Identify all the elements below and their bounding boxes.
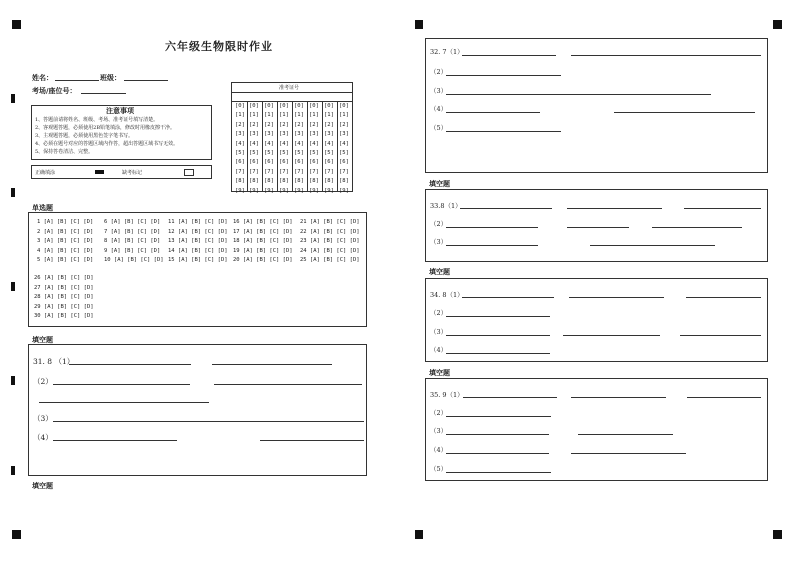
exam-id-bubble[interactable]: [4] (294, 140, 304, 147)
choice-question-row[interactable]: 25 [A] [B] [C] [D] (300, 257, 360, 263)
q33-head: 33.8（1） (430, 202, 462, 210)
exam-id-header (232, 83, 352, 93)
q34-blank-3b[interactable] (563, 335, 660, 336)
exam-id-bubble[interactable]: [2] (294, 121, 304, 128)
q32-head: 32. 7（1） (430, 48, 464, 56)
exam-id-bubble[interactable]: [2] (235, 121, 245, 128)
choice-question-row[interactable]: 9 [A] [B] [C] [D] (104, 247, 161, 254)
exam-id-bubble[interactable]: [0] (279, 103, 289, 109)
exam-id-bubble[interactable]: [4] (279, 140, 289, 147)
exam-id-bubble[interactable]: [8] (264, 178, 274, 185)
q31-blank-2c[interactable] (39, 402, 209, 403)
single-choice-box (28, 212, 367, 327)
fill-blank-label-34: 填空题 (429, 268, 450, 276)
exam-id-bubble[interactable]: [3] (249, 131, 259, 138)
exam-id-bubble[interactable]: [2] (264, 121, 274, 128)
exam-id-bubble[interactable]: [0] (309, 103, 319, 109)
choice-question-row[interactable]: 22 [A] [B] [C] [D] (300, 228, 360, 235)
q32-box (425, 38, 768, 173)
exam-id-title: 准考证号 (279, 85, 300, 91)
exam-id-bubble[interactable]: [9] (249, 187, 259, 194)
fill-blank-label-33: 填空题 (429, 180, 450, 188)
legend-box (31, 165, 212, 179)
exam-seat-label: 考场/座位号： (32, 87, 77, 95)
q31-part-2: （2） (33, 377, 53, 386)
q34-part-4: （4） (430, 346, 448, 354)
q35-part-2: （2） (430, 409, 448, 417)
q31-blank-2a[interactable] (53, 384, 190, 385)
choice-question-row[interactable]: 10 [A] [B] [C] [D] (104, 257, 164, 263)
choice-question-row[interactable]: 24 [A] [B] [C] [D] (300, 247, 360, 254)
class-label: 班级： (100, 74, 121, 82)
q32-part-4: （4） (430, 105, 448, 113)
q35-part-4: （4） (430, 446, 448, 454)
fill-blank-label-31: 填空题 (32, 336, 53, 344)
single-choice-label: 单选题 (32, 204, 53, 212)
exam-id-bubble[interactable]: [6] (264, 159, 274, 166)
exam-id-column (322, 102, 334, 194)
q34-blank-1c[interactable] (686, 297, 761, 298)
notice-item-3: 3、主观题答题，必须使用黑色签字笔书写。 (35, 133, 134, 139)
notice-title: 注意事项 (106, 106, 134, 115)
exam-id-bubble[interactable]: [8] (309, 178, 319, 185)
exam-id-bubble[interactable]: [6] (279, 159, 289, 166)
q33-blank-2c[interactable] (652, 227, 742, 228)
exam-id-bubble[interactable]: [3] (294, 131, 304, 138)
q33-box (425, 189, 768, 262)
fill-blank-label-next: 填空题 (32, 482, 53, 490)
choice-question-row[interactable]: 8 [A] [B] [C] [D] (104, 238, 161, 244)
choice-question-row[interactable]: 23 [A] [B] [C] [D] (300, 238, 360, 244)
exam-id-bubble[interactable]: [9] (264, 187, 274, 194)
choice-question-row[interactable]: 30 [A] [B] [C] [D] (34, 313, 94, 319)
exam-id-column (277, 102, 289, 194)
exam-id-column (247, 102, 259, 194)
q34-part-2: （2） (430, 309, 448, 317)
exam-id-bubble[interactable]: [7] (249, 168, 259, 175)
name-field[interactable] (55, 80, 99, 81)
exam-id-column (307, 102, 319, 194)
exam-id-bubble[interactable]: [5] (294, 150, 304, 157)
exam-id-bubble[interactable]: [0] (339, 103, 349, 109)
choice-question-row[interactable]: 4 [A] [B] [C] [D] (37, 247, 94, 254)
exam-id-bubble[interactable]: [5] (324, 150, 334, 157)
exam-id-bubble[interactable]: [6] (339, 159, 349, 166)
exam-id-bubble[interactable]: [2] (249, 121, 259, 128)
q33-part-3: （3） (430, 238, 448, 246)
exam-id-bubble[interactable]: [3] (264, 131, 274, 138)
fill-blank-label-35: 填空题 (429, 369, 450, 377)
exam-id-bubble[interactable]: [0] (235, 103, 245, 109)
choice-question-row[interactable]: 18 [A] [B] [C] [D] (233, 238, 293, 244)
q35-blank-4a[interactable] (446, 453, 549, 454)
q35-blank-3b[interactable] (578, 434, 673, 435)
exam-id-bubble[interactable]: [4] (264, 140, 274, 147)
choice-question-row[interactable]: 21 [A] [B] [C] [D] (300, 219, 360, 225)
exam-id-column (235, 102, 245, 196)
registration-mark-bottom-left (12, 530, 21, 539)
exam-id-bubble[interactable]: [2] (324, 121, 334, 128)
q32-blank-3[interactable] (446, 94, 711, 95)
exam-id-bubble[interactable]: [0] (264, 103, 274, 109)
exam-id-column (262, 102, 274, 194)
q32-part-3: （3） (430, 87, 448, 95)
choice-question-row[interactable]: 5 [A] [B] [C] [D] (37, 257, 94, 263)
exam-id-bubble[interactable]: [1] (235, 112, 245, 119)
exam-id-bubble[interactable]: [5] (279, 150, 289, 157)
q34-blank-1b[interactable] (569, 297, 664, 298)
q31-blank-2b[interactable] (214, 384, 362, 385)
exam-id-bubble[interactable]: [9] (339, 187, 349, 194)
exam-id-bubble[interactable]: [8] (235, 178, 245, 185)
legend-filled-mark-icon (95, 170, 104, 174)
exam-id-column (292, 102, 304, 194)
exam-id-bubble[interactable]: [8] (339, 178, 349, 185)
q31-blank-4b[interactable] (260, 440, 364, 441)
exam-id-bubble[interactable]: [1] (249, 112, 259, 119)
exam-id-bubble[interactable]: [3] (309, 131, 319, 138)
exam-id-bubble[interactable]: [9] (235, 187, 245, 194)
exam-id-bubble[interactable]: [7] (294, 168, 304, 175)
exam-id-bubble[interactable]: [9] (294, 187, 304, 194)
exam-id-bubble[interactable]: [5] (339, 150, 349, 157)
q35-blank-1c[interactable] (687, 397, 761, 398)
timing-mark (11, 466, 15, 475)
q35-blank-5[interactable] (446, 472, 551, 473)
exam-id-bubble[interactable]: [6] (294, 159, 304, 166)
q35-blank-1a[interactable] (463, 397, 557, 398)
notice-item-1: 1、答题前请将姓名、班级、考场、准考证号填写清楚。 (35, 117, 159, 123)
registration-mark-bottom-center (415, 530, 423, 539)
registration-mark-top-right (773, 20, 782, 29)
exam-id-bubble[interactable]: [8] (279, 178, 289, 185)
notice-item-5: 5、保持答卷清洁、完整。 (35, 149, 94, 155)
exam-id-box (231, 82, 353, 192)
exam-id-bubble[interactable]: [4] (309, 140, 319, 147)
exam-id-bubble[interactable]: [3] (235, 131, 245, 138)
q35-part-3: （3） (430, 427, 448, 435)
choice-question-row[interactable]: 14 [A] [B] [C] [D] (168, 247, 228, 254)
exam-id-bubble[interactable]: [1] (279, 112, 289, 119)
exam-id-bubble[interactable]: [4] (249, 140, 259, 147)
exam-id-bubble[interactable]: [0] (324, 103, 334, 109)
timing-mark (11, 376, 15, 385)
choice-question-row[interactable]: 17 [A] [B] [C] [D] (233, 228, 293, 235)
q35-blank-1b[interactable] (571, 397, 666, 398)
choice-question-row[interactable]: 16 [A] [B] [C] [D] (233, 219, 293, 225)
q32-part-2: （2） (430, 68, 448, 76)
choice-question-row[interactable]: 13 [A] [B] [C] [D] (168, 238, 228, 244)
choice-question-row[interactable]: 12 [A] [B] [C] [D] (168, 228, 228, 235)
exam-id-bubble[interactable]: [1] (324, 112, 334, 119)
choice-question-row[interactable]: 3 [A] [B] [C] [D] (37, 238, 94, 244)
exam-id-bubble[interactable]: [4] (324, 140, 334, 147)
q31-blank-1a[interactable] (69, 364, 191, 365)
q31-head: 31. 8 （1） (33, 357, 75, 366)
timing-mark (11, 188, 15, 197)
exam-id-bubble[interactable]: [6] (249, 159, 259, 166)
q33-part-2: （2） (430, 220, 448, 228)
exam-id-bubble[interactable]: [9] (309, 187, 319, 194)
exam-id-bubble[interactable]: [2] (339, 121, 349, 128)
q33-blank-1b[interactable] (567, 208, 662, 209)
q35-part-5: （5） (430, 465, 448, 473)
absent-checkbox[interactable] (184, 169, 194, 176)
q33-blank-1c[interactable] (684, 208, 761, 209)
q32-blank-2[interactable] (446, 75, 561, 76)
q31-blank-3[interactable] (53, 421, 364, 422)
exam-id-bubble[interactable]: [8] (324, 178, 334, 185)
choice-question-row[interactable]: 15 [A] [B] [C] [D] (168, 257, 228, 263)
q34-blank-1a[interactable] (462, 297, 554, 298)
notice-box (31, 105, 212, 160)
q32-blank-1b[interactable] (571, 55, 761, 56)
exam-id-bubble[interactable]: [7] (309, 168, 319, 175)
exam-id-bubble[interactable]: [7] (324, 168, 334, 175)
exam-id-bubble[interactable]: [5] (249, 150, 259, 157)
registration-mark-top-left (12, 20, 21, 29)
registration-mark-bottom-right (773, 530, 782, 539)
q34-blank-2[interactable] (446, 316, 550, 317)
q32-blank-4b[interactable] (614, 112, 755, 113)
q34-part-3: （3） (430, 328, 448, 336)
notice-item-4: 4、必须在题号对应的答题区域内作答，超出答题区域书写无效。 (35, 141, 179, 147)
exam-id-bubble[interactable]: [4] (235, 140, 245, 147)
q33-blank-2b[interactable] (567, 227, 629, 228)
exam-id-bubble[interactable]: [6] (309, 159, 319, 166)
q31-box (28, 344, 367, 476)
q31-part-4: （4） (33, 433, 53, 442)
q34-box (425, 278, 768, 362)
q34-head: 34. 8（1） (430, 291, 464, 299)
q31-blank-4a[interactable] (53, 440, 177, 441)
q33-blank-3b[interactable] (590, 245, 715, 246)
exam-id-bubble[interactable]: [0] (249, 103, 259, 109)
exam-id-write-row[interactable] (232, 93, 352, 102)
exam-id-bubble[interactable]: [6] (324, 159, 334, 166)
exam-id-bubble[interactable]: [2] (279, 121, 289, 128)
exam-id-bubble[interactable]: [3] (279, 131, 289, 138)
choice-question-row[interactable]: 1 [A] [B] [C] [D] (37, 219, 94, 225)
notice-item-2: 2、客观题答题，必须使用2B铅笔填涂，修改时用橡皮擦干净。 (35, 125, 176, 131)
q34-blank-4[interactable] (446, 353, 550, 354)
exam-id-bubble[interactable]: [6] (235, 159, 245, 166)
registration-mark-top-center (415, 20, 423, 29)
exam-id-bubble[interactable]: [5] (264, 150, 274, 157)
q32-blank-5[interactable] (446, 131, 561, 132)
choice-question-row[interactable]: 19 [A] [B] [C] [D] (233, 247, 293, 254)
q35-head: 35. 9（1） (430, 391, 464, 399)
q33-blank-2a[interactable] (446, 227, 538, 228)
q35-blank-4b[interactable] (571, 453, 686, 454)
q35-box (425, 378, 768, 481)
timing-mark (11, 94, 15, 103)
choice-question-row[interactable]: 7 [A] [B] [C] [D] (104, 228, 161, 235)
choice-question-row[interactable]: 6 [A] [B] [C] [D] (104, 219, 161, 225)
exam-id-bubble[interactable]: [3] (339, 131, 349, 138)
exam-id-bubble[interactable]: [3] (324, 131, 334, 138)
choice-question-row[interactable]: 11 [A] [B] [C] [D] (168, 219, 228, 225)
legend-absent-label: 缺考标记 (122, 170, 143, 176)
exam-id-bubble[interactable]: [9] (324, 187, 334, 194)
exam-id-bubble[interactable]: [7] (339, 168, 349, 175)
q32-blank-4a[interactable] (446, 112, 540, 113)
q32-blank-1a[interactable] (462, 55, 556, 56)
exam-id-bubble[interactable]: [9] (279, 187, 289, 194)
timing-mark (11, 282, 15, 291)
choice-question-row[interactable]: 20 [A] [B] [C] [D] (233, 257, 293, 263)
exam-id-bubble[interactable]: [5] (309, 150, 319, 157)
exam-seat-field[interactable] (81, 93, 126, 94)
class-field[interactable] (124, 80, 168, 81)
exam-id-bubble[interactable]: [1] (339, 112, 349, 119)
exam-id-bubble[interactable]: [8] (294, 178, 304, 185)
q31-blank-1b[interactable] (212, 364, 332, 365)
name-label: 姓名： (32, 74, 53, 82)
q35-blank-2[interactable] (446, 416, 551, 417)
exam-id-bubble[interactable]: [1] (294, 112, 304, 119)
q35-blank-3a[interactable] (446, 434, 549, 435)
exam-id-bubble[interactable]: [7] (279, 168, 289, 175)
q33-blank-3a[interactable] (446, 245, 538, 246)
q34-blank-3c[interactable] (680, 335, 761, 336)
exam-id-bubble[interactable]: [1] (309, 112, 319, 119)
exam-id-bubble[interactable]: [1] (264, 112, 274, 119)
q33-blank-1a[interactable] (460, 208, 552, 209)
q31-part-3: （3） (33, 414, 53, 423)
choice-question-row[interactable]: 27 [A] [B] [C] [D] (34, 284, 94, 291)
choice-question-row[interactable]: 28 [A] [B] [C] [D] (34, 294, 94, 300)
exam-id-bubble[interactable]: [0] (294, 103, 304, 109)
choice-question-row[interactable]: 26 [A] [B] [C] [D] (34, 275, 94, 281)
exam-id-bubble[interactable]: [5] (235, 150, 245, 157)
q32-part-5: （5） (430, 124, 448, 132)
choice-question-row[interactable]: 29 [A] [B] [C] [D] (34, 303, 94, 310)
exam-id-bubble[interactable]: [2] (309, 121, 319, 128)
choice-question-row[interactable]: 2 [A] [B] [C] [D] (37, 228, 94, 235)
exam-id-column (337, 102, 349, 194)
q34-blank-3a[interactable] (446, 335, 550, 336)
exam-id-bubble[interactable]: [4] (339, 140, 349, 147)
legend-correct-label: 正确填涂 (35, 170, 56, 176)
exam-id-bubble[interactable]: [8] (249, 178, 259, 185)
exam-id-bubble[interactable]: [7] (235, 168, 245, 175)
page-title: 六年级生物限时作业 (165, 40, 273, 53)
exam-id-bubble[interactable]: [7] (264, 168, 274, 175)
